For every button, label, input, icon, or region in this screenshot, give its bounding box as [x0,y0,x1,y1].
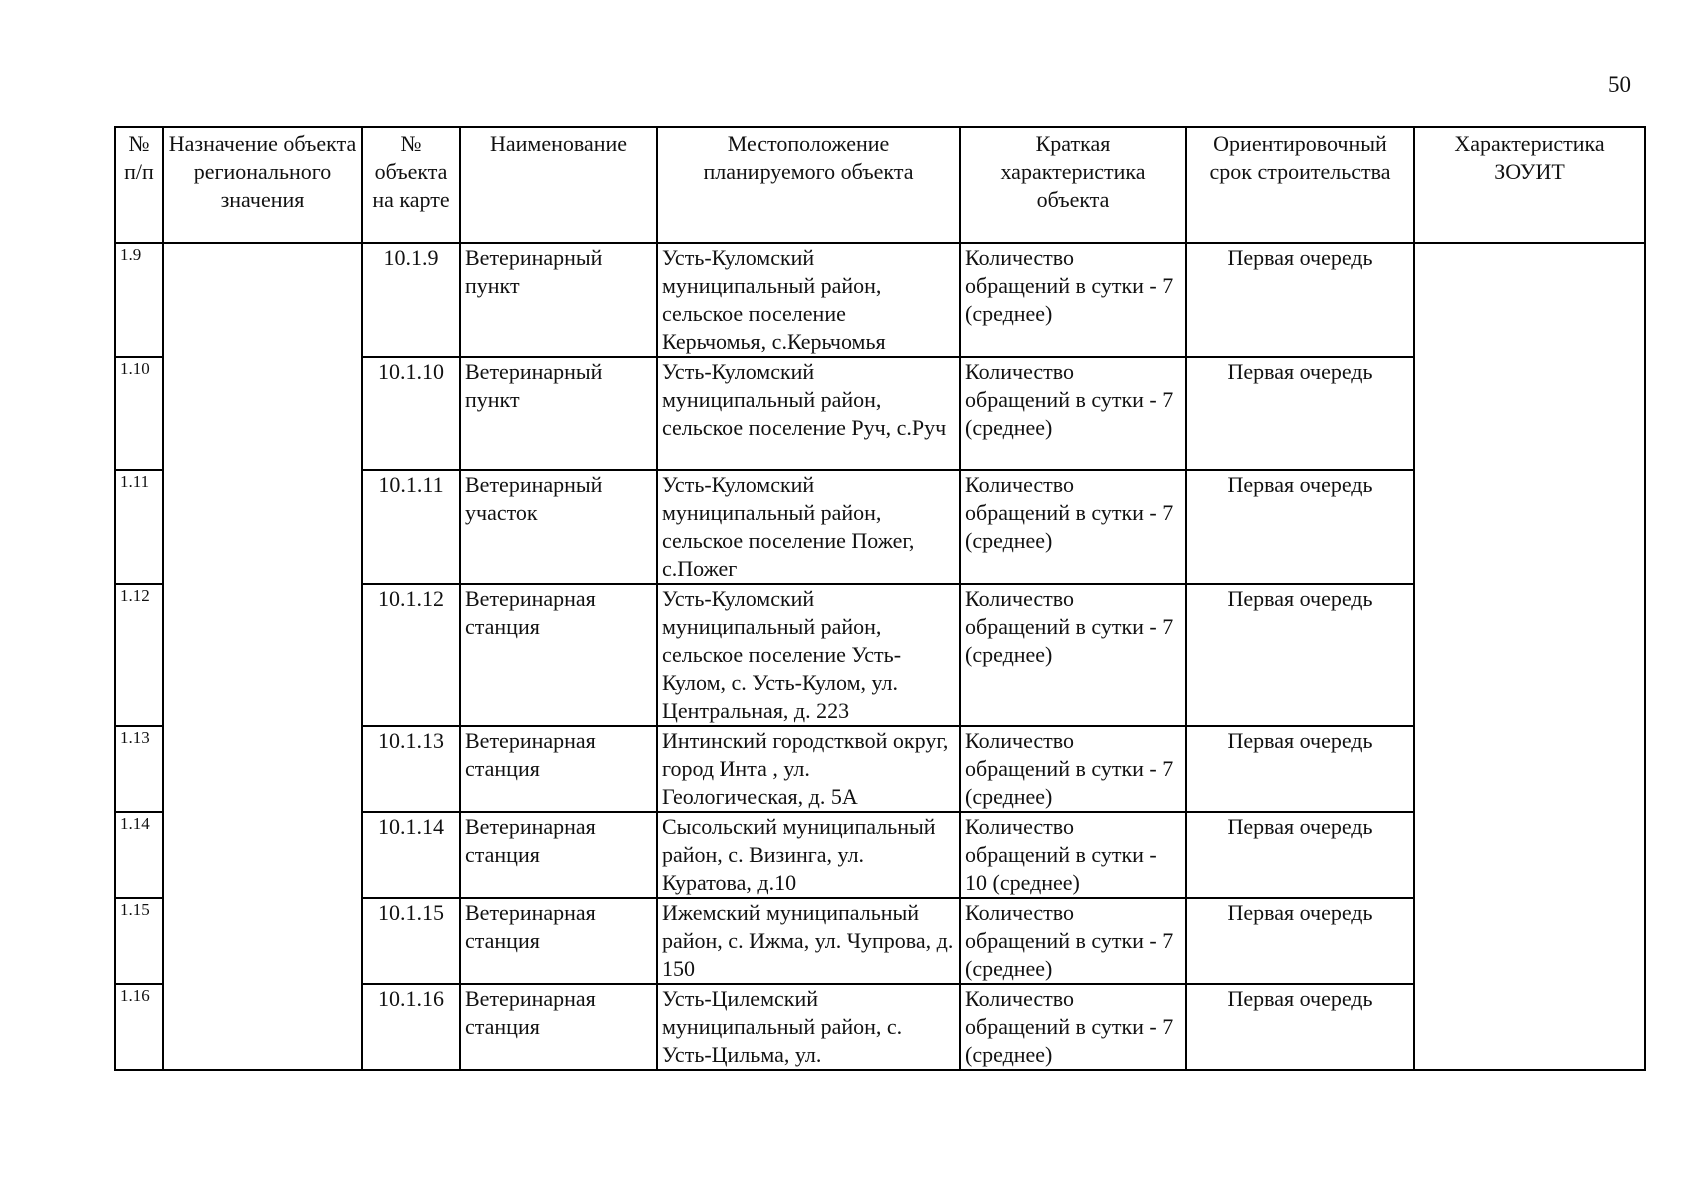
zouit-cell [1414,243,1645,1070]
header-map-num: № объекта на карте [362,127,460,243]
header-name: Наименование [460,127,657,243]
row-location: Усть-Куломский муниципальный район, сельское поселение Керьчомья, с.Керьчомья [657,243,960,357]
row-name: Ветеринарная станция [460,984,657,1070]
header-brief: Краткая характеристика объекта [960,127,1186,243]
row-name: Ветеринарная станция [460,898,657,984]
row-name: Ветеринарная станция [460,812,657,898]
row-brief: Количество обращений в сутки - 7 (среднее) [960,726,1186,812]
header-num: № п/п [115,127,163,243]
row-map-num: 10.1.10 [362,357,460,470]
row-period: Первая очередь [1186,984,1414,1070]
row-map-num: 10.1.9 [362,243,460,357]
row-period: Первая очередь [1186,726,1414,812]
row-location: Интинский городстквой округ, город Инта , ул. Геологическая, д. 5А [657,726,960,812]
row-num: 1.10 [115,357,163,470]
row-brief: Количество обращений в сутки - 7 (среднее) [960,357,1186,470]
row-brief: Количество обращений в сутки - 7 (среднее) [960,584,1186,726]
row-brief: Количество обращений в сутки - 7 (среднее) [960,243,1186,357]
table-row [115,243,1645,357]
row-location: Усть-Цилемский муниципальный район, с. Усть-Цильма, ул. [657,984,960,1070]
row-location: Ижемский муниципальный район, с. Ижма, ул. Чупрова, д. 150 [657,898,960,984]
row-period: Первая очередь [1186,243,1414,357]
row-num: 1.16 [115,984,163,1070]
row-location: Усть-Куломский муниципальный район, сельское поселение Усть-Кулом, с. Усть-Кулом, ул. Центральная, д. 223 [657,584,960,726]
row-map-num: 10.1.15 [362,898,460,984]
table-header-row [115,127,1645,243]
row-map-num: 10.1.12 [362,584,460,726]
row-num: 1.9 [115,243,163,357]
row-period: Первая очередь [1186,898,1414,984]
row-location: Сысольский муниципальный район, с. Визинга, ул. Куратова, д.10 [657,812,960,898]
row-location: Усть-Куломский муниципальный район, сельское поселение Пожег, с.Пожег [657,470,960,584]
row-map-num: 10.1.14 [362,812,460,898]
header-location: Местоположение планируемого объекта [657,127,960,243]
row-map-num: 10.1.13 [362,726,460,812]
row-name: Ветеринарная станция [460,726,657,812]
row-map-num: 10.1.11 [362,470,460,584]
row-name: Ветеринарный пункт [460,243,657,357]
row-num: 1.14 [115,812,163,898]
row-brief: Количество обращений в сутки - 7 (среднее) [960,984,1186,1070]
row-period: Первая очередь [1186,584,1414,726]
header-purpose: Назначение объекта регионального значения [163,127,362,243]
row-brief: Количество обращений в сутки - 7 (среднее) [960,898,1186,984]
row-name: Ветеринарная станция [460,584,657,726]
row-brief: Количество обращений в сутки - 10 (среднее) [960,812,1186,898]
row-location: Усть-Куломский муниципальный район, сельское поселение Руч, с.Руч [657,357,960,470]
row-num: 1.15 [115,898,163,984]
row-num: 1.13 [115,726,163,812]
row-period: Первая очередь [1186,812,1414,898]
header-zouit: Характеристика ЗОУИТ [1414,127,1645,243]
purpose-cell [163,243,362,1070]
row-num: 1.11 [115,470,163,584]
row-period: Первая очередь [1186,470,1414,584]
page-number: 50 [1608,72,1631,97]
row-num: 1.12 [115,584,163,726]
row-brief: Количество обращений в сутки - 7 (среднее) [960,470,1186,584]
row-map-num: 10.1.16 [362,984,460,1070]
objects-table [114,126,1646,1071]
row-name: Ветеринарный участок [460,470,657,584]
row-period: Первая очередь [1186,357,1414,470]
header-period: Ориентировочный срок строительства [1186,127,1414,243]
row-name: Ветеринарный пункт [460,357,657,470]
